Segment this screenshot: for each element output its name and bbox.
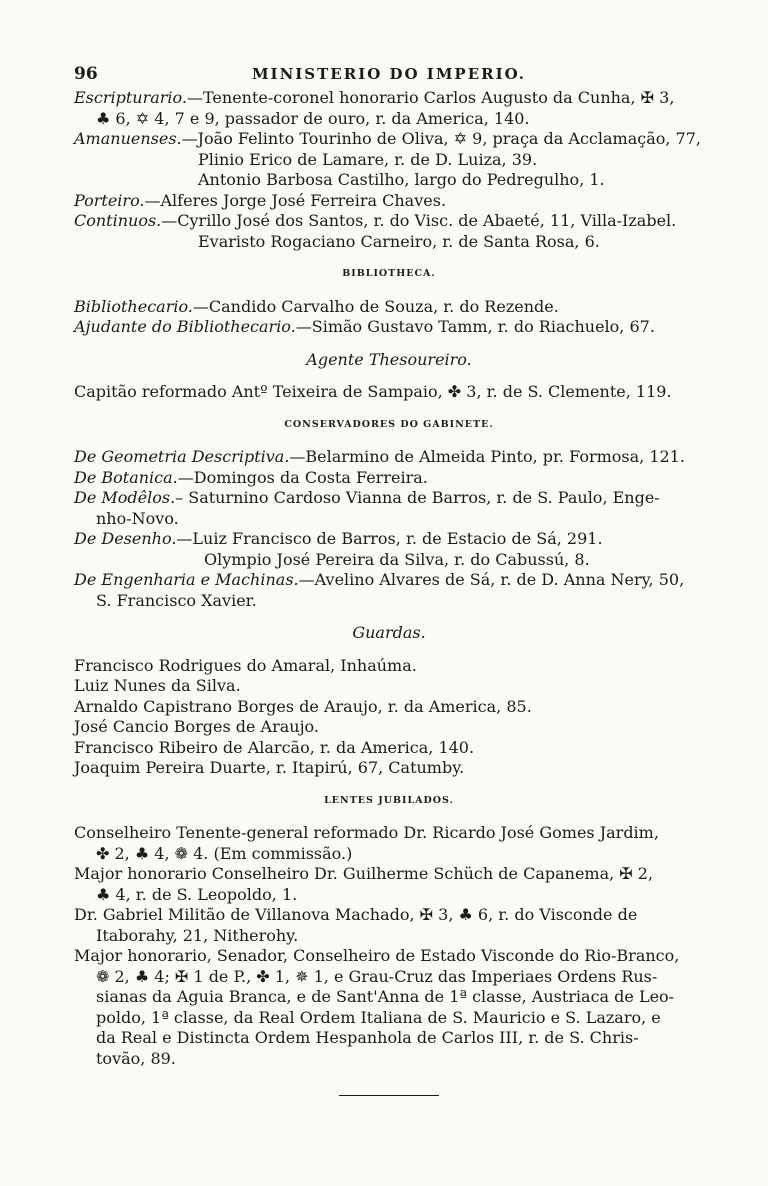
lente-4-line2: ❁ 2, ♣ 4; ✠ 1 de P., ✤ 1, ✵ 1, e Grau-Cruz das Imperiaes Ordens Rus- [96, 966, 658, 986]
bibliothecario-label: Bibliothecario. [74, 296, 193, 316]
lente-4-line4: poldo, 1ª classe, da Real Ordem Italiana de S. Mauricio e S. Lazaro, e [96, 1007, 661, 1027]
list-item: Arnaldo Capistrano Borges de Araujo, r. da America, 85. [74, 696, 532, 716]
bibliothecario-text: —Candido Carvalho de Souza, r. do Rezende. [192, 296, 559, 316]
botanica-label: De Botanica. [74, 467, 178, 487]
amanuenses-label: Amanuenses. [74, 129, 182, 148]
lente-2-line1: Major honorario Conselheiro Dr. Guilherme Schüch de Capanema, ✠ 2, [74, 864, 654, 883]
end-rule [339, 1095, 439, 1096]
lente-1-line2: ✤ 2, ♣ 4, ❁ 4. (Em commissão.) [96, 843, 353, 863]
escripturario-line1: —Tenente-coronel honorario Carlos Augusto da Cunha, ✠ 3, [186, 88, 675, 107]
list-item: Luiz Nunes da Silva. [74, 676, 241, 695]
lente-1-line1: Conselheiro Tenente-general reformado Dr. Ricardo José Gomes Jardim, [74, 823, 659, 842]
continuos-line2: Evaristo Rogaciano Carneiro, r. de Santa Rosa, 6. [198, 231, 600, 251]
desenho-text2: Olympio José Pereira da Silva, r. do Cabussú, 8. [204, 549, 590, 569]
engenharia-label: De Engenharia e Machinas. [74, 570, 299, 589]
amanuenses-line3: Antonio Barbosa Castilho, largo do Pedregulho, 1. [198, 170, 605, 189]
botanica-text: —Domingos da Costa Ferreira. [177, 467, 428, 487]
modelos-text2: nho-Novo. [96, 508, 179, 528]
lentes-entries [74, 823, 704, 1069]
lente-3-line2: Itaborahy, 21, Nitherohy. [96, 925, 299, 945]
engenharia-text1: —Avelino Alvares de Sá, r. de D. Anna Nery, 50, [298, 570, 685, 589]
desenho-label: De Desenho. [74, 529, 177, 548]
escripturario-entry [74, 88, 704, 129]
lente-4-line3: sianas da Aguia Branca, e de Sant'Anna de 1ª classe, Austriaca de Leo- [96, 987, 675, 1006]
geometria-text: —Belarmino de Almeida Pinto, pr. Formosa, 121. [289, 447, 685, 466]
page-header [74, 64, 704, 86]
porteiro-entry [74, 191, 704, 212]
list-item: Joaquim Pereira Duarte, r. Itapirú, 67, Catumby. [74, 758, 465, 777]
bibliotheca-heading: BIBLIOTHECA. [342, 268, 436, 279]
continuos-line1: —Cyrillo José dos Santos, r. do Visc. de Abaeté, 11, Villa-Izabel. [161, 211, 677, 230]
geometria-label: De Geometria Descriptiva. [74, 447, 290, 466]
porteiro-label: Porteiro. [74, 190, 145, 210]
thesoureiro-text: Capitão reformado Antº Teixeira de Sampaio, ✤ 3, r. de S. Clemente, 119. [74, 382, 672, 401]
thesoureiro-heading: Agente Thesoureiro. [306, 349, 472, 369]
lente-4-line5: da Real e Distincta Ordem Hespanhola de Carlos III, r. de S. Chris- [96, 1028, 639, 1047]
continuos-label: Continuos. [74, 211, 162, 230]
ajudante-label: Ajudante do Bibliothecario. [74, 317, 296, 336]
escripturario-line2: ♣ 6, ✡ 4, 7 e 9, passador de ouro, r. da America, 140. [96, 108, 530, 128]
ajudante-text: —Simão Gustavo Tamm, r. do Riachuelo, 67. [295, 317, 655, 336]
list-item: José Cancio Borges de Araujo. [74, 717, 319, 736]
amanuenses-line1: —João Felinto Tourinho de Oliva, ✡ 9, praça da Acclamação, 77, [181, 129, 701, 148]
lente-2-line2: ♣ 4, r. de S. Leopoldo, 1. [96, 884, 298, 904]
running-title: MINISTERIO DO IMPERIO. [251, 65, 527, 83]
lentes-heading: LENTES JUBILADOS. [324, 794, 454, 806]
porteiro-text: —Alferes Jorge José Ferreira Chaves. [144, 190, 447, 210]
desenho-text1: —Luiz Francisco de Barros, r. de Estacio de Sá, 291. [176, 529, 603, 548]
modelos-label: De Modêlos. [74, 488, 176, 507]
modelos-text1: – Saturnino Cardoso Vianna de Barros, r. de S. Paulo, Enge- [175, 488, 660, 507]
page-number: 96 [74, 64, 98, 84]
guardas-heading: Guardas. [352, 623, 426, 642]
guardas-list [74, 656, 704, 779]
amanuenses-line2: Plinio Erico de Lamare, r. de D. Luiza, 39. [198, 149, 538, 169]
engenharia-text2: S. Francisco Xavier. [96, 590, 257, 610]
list-item: Francisco Rodrigues do Amaral, Inhaúma. [74, 655, 417, 675]
amanuenses-entry [74, 129, 704, 191]
continuos-entry [74, 211, 704, 252]
lente-4-line1: Major honorario, Senador, Conselheiro de Estado Visconde do Rio-Branco, [74, 946, 680, 965]
escripturario-label: Escripturario. [74, 88, 187, 107]
lente-3-line1: Dr. Gabriel Militão de Villanova Machado, ✠ 3, ♣ 6, r. do Visconde de [74, 905, 638, 924]
lente-4-line6: tovão, 89. [96, 1048, 176, 1068]
conservadores-heading: CONSERVADORES DO GABINETE. [284, 418, 494, 430]
list-item: Francisco Ribeiro de Alarcão, r. da America, 140. [74, 737, 475, 757]
